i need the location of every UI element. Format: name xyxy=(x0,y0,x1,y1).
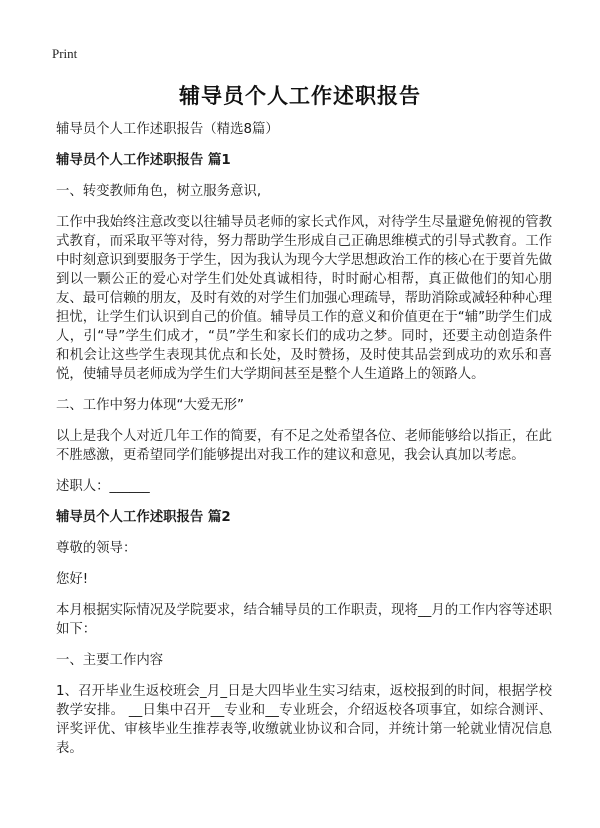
section1-point1: 一、转变教师角色，树立服务意识, xyxy=(56,184,262,199)
section2-item1: 1、召开毕业生返校班会_月_日是大四毕业生实习结束，返校报到的时间，根据学校教学安排。 __日集中召开__专业和__专业班会，介绍返校各项事宜，如综合测评、评奖评优、审核毕业生推荐表等,收缴就业协议和合同，并统计第一轮就业情况信息表。 xyxy=(56,684,552,756)
print-label: Print xyxy=(52,46,78,61)
section1-point2: 二、工作中努力体现“大爱无形” xyxy=(56,398,244,413)
document-subtitle: 辅导员个人工作述职报告（精选8篇） xyxy=(56,122,279,137)
section2-heading: 辅导员个人工作述职报告 篇2 xyxy=(56,510,231,525)
section1-signature: 述职人：______ xyxy=(56,479,150,494)
document-body xyxy=(56,120,552,770)
section2-hello: 您好! xyxy=(56,572,89,587)
section1-paragraph1: 工作中我始终注意改变以往辅导员老师的家长式作风，对待学生尽量避免俯视的管教式教育，而采取平等对待，努力帮助学生形成自己正确思维模式的引导式教育。工作中时刻意识到要服务于学生，因为我认为现今大学思想政治工作的核心在于要首先做到以一颗公正的爱心对学生们处处真诚相待，时时耐心相帮，真正做他们的知心朋友、最可信赖的朋友，及时有效的对学生们加强心理疏导，帮助消除或减轻种种心理担忧，让学生们认识到自己的价值。辅导员工作的意义和价值更在于“辅”助学生们成人，引“导”学生们成才，“员”学生和家长们的成功之梦。同时，还要主动创造条件和机会让这些学生表现其优点和长处，及时赞扬，及时使其品尝到成功的欢乐和喜悦，使辅导员老师成为学生们大学期间甚至是整个人生道路上的领路人。 xyxy=(56,215,552,382)
section2-paragraph1: 本月根据实际情况及学院要求，结合辅导员的工作职责，现将__月的工作内容等述职如下： xyxy=(56,603,552,637)
section2-point1: 一、主要工作内容 xyxy=(56,653,164,668)
section1-paragraph2: 以上是我个人对近几年工作的简要，有不足之处希望各位、老师能够给以指正，在此不胜感激，更希望同学们能够提出对我工作的建议和意见，我会认真加以考虑。 xyxy=(56,429,552,463)
section2-greeting: 尊敬的领导： xyxy=(56,541,137,556)
section1-heading: 辅导员个人工作述职报告 篇1 xyxy=(56,153,231,168)
page-title: 辅导员个人工作述职报告 xyxy=(179,84,421,108)
